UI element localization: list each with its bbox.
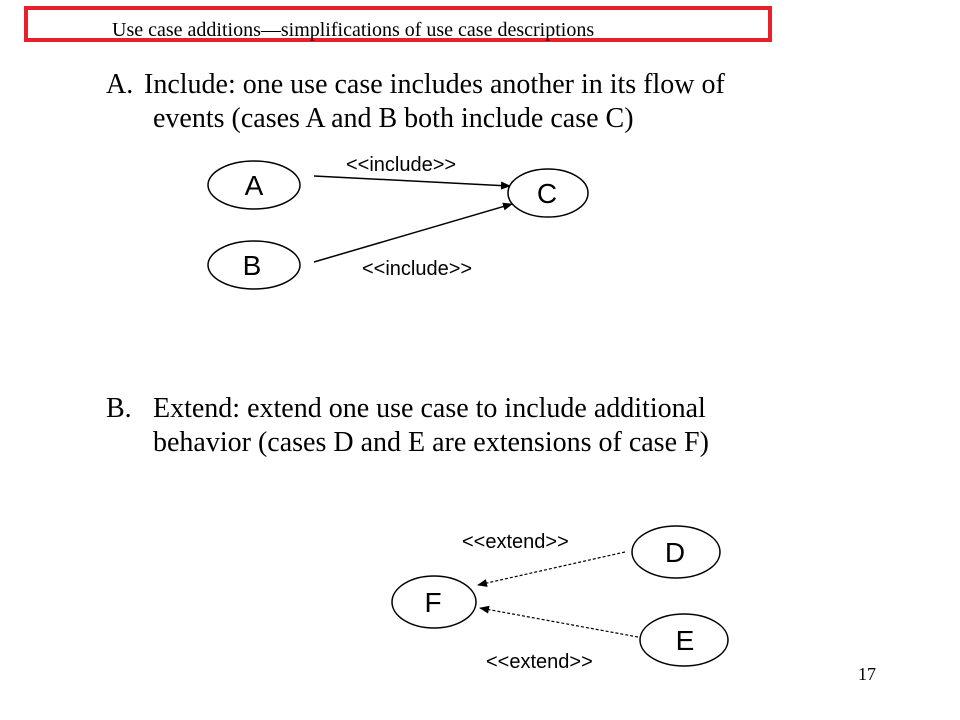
section-b-label: B. bbox=[106, 393, 132, 424]
include-edge-label-bottom: <<include>> bbox=[362, 258, 473, 280]
extend-edge-d-to-f bbox=[478, 552, 625, 585]
section-a-label: A. bbox=[106, 69, 134, 100]
include-edge-b-to-c bbox=[314, 204, 512, 262]
use-case-b-label: B bbox=[242, 250, 262, 281]
slide-title-text: Use case additions—simplifications of use case descriptions bbox=[112, 19, 595, 41]
use-case-c-label: C bbox=[536, 178, 558, 209]
use-case-e-label: E bbox=[675, 625, 695, 656]
page-number: 17 bbox=[858, 664, 876, 684]
include-edge-label-top: <<include>> bbox=[346, 154, 457, 176]
use-case-f-label: F bbox=[424, 587, 442, 618]
extend-edge-label-top: <<extend>> bbox=[462, 531, 569, 553]
include-edge-a-to-c bbox=[314, 176, 510, 186]
use-case-d-label: D bbox=[664, 537, 686, 568]
use-case-a-label: A bbox=[244, 170, 264, 201]
extend-edge-label-bottom: <<extend>> bbox=[486, 651, 593, 673]
section-b-line1: Extend: extend one use case to include additional bbox=[153, 393, 706, 424]
extend-diagram bbox=[392, 526, 728, 673]
extend-edge-e-to-f bbox=[480, 608, 638, 637]
include-diagram bbox=[208, 154, 588, 289]
section-a-line2: events (cases A and B both include case C) bbox=[153, 103, 634, 134]
section-b-line2: behavior (cases D and E are extensions of case F) bbox=[153, 427, 709, 458]
section-a-line1: Include: one use case includes another in its flow of bbox=[144, 69, 725, 100]
